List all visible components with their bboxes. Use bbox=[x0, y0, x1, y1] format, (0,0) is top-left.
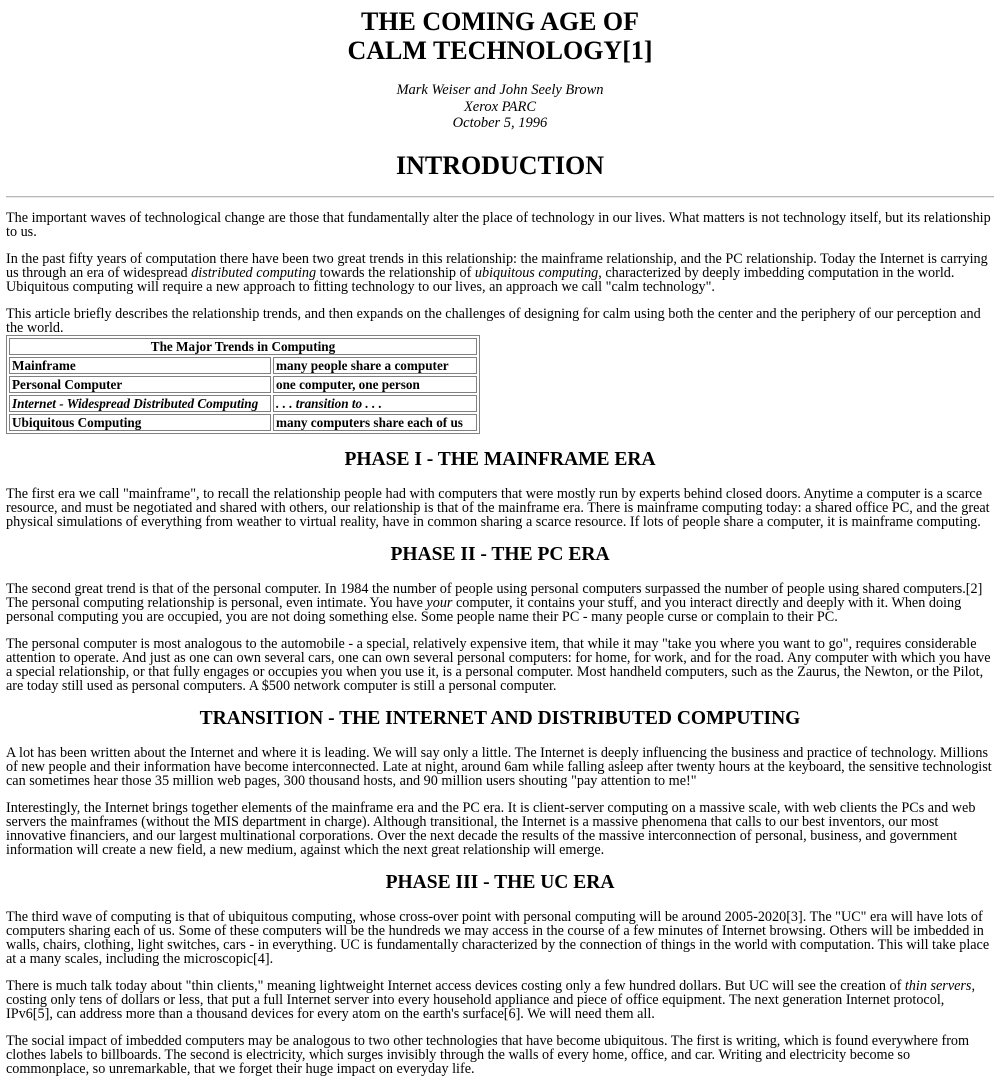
table-row bbox=[9, 357, 477, 374]
byline bbox=[6, 82, 994, 132]
intro-p2-text-a: In the past fifty years of computation there have been two great trends in this relationship: the mainframe relationship, and the PC relationship. Today the Internet is carrying us through an era of widespread bbox=[6, 250, 988, 281]
table-cell-relation: many people share a computer bbox=[273, 357, 477, 374]
phase-3-paragraph-3: The social impact of imbedded computers may be analogous to two other technologies that have become ubiquitous. The first is writing, which is found everywhere from clothes labels to billboards. The second is electricity, which surges invisibly through the walls of every home, office, and car. Writing and electricity become so commonplace, so unremarkable, that we forget their huge impact on everyday life. bbox=[6, 1032, 970, 1077]
intro-p2-text-c: towards the relationship of bbox=[316, 264, 475, 281]
table-cell-era: Personal Computer bbox=[9, 376, 271, 393]
table-caption-row bbox=[9, 338, 477, 355]
phase-2-paragraph-1 bbox=[6, 582, 994, 624]
phase-3-p2-text-a: There is much talk today about "thin clients," meaning lightweight Internet access devices costing only a few hundred dollars. But UC will see the creation of bbox=[6, 977, 905, 994]
phase-2-paragraph-2: The personal computer is most analogous to the automobile - a special, relatively expensive item, that while it may "take you where you want to go", requires considerable attention to operate. And just as one can own several cars, one can own several personal computers: for home, for work, and for the road. Any computer with which you have a special relationship, or that fully engages or occupies you when you use it, is a personal computer. Most handheld computers, such as the Zaurus, the Newton, or the Pilot, are today still used as personal computers. A $500 network computer is still a personal computer. bbox=[6, 635, 991, 694]
title-line-2: CALM TECHNOLOGY[1] bbox=[347, 36, 653, 65]
phase-1-heading: PHASE I - THE MAINFRAME ERA bbox=[344, 448, 656, 470]
table-caption: The Major Trends in Computing bbox=[9, 338, 477, 355]
transition-paragraph-2: Interestingly, the Internet brings together elements of the mainframe era and the PC era. It is client-server computing on a massive scale, with web clients the PCs and web servers the mainframes (without the MIS department in charge). Although transitional, the Internet is a massive phenomena that calls to our best inventors, our most innovative financiers, and our largest multinational corporations. Over the next decade the results of the massive interconnection of personal, business, and government information will create a new field, a new medium, against which the next great relationship will emerge. bbox=[6, 799, 976, 858]
distributed-computing-term: distributed computing bbox=[191, 264, 317, 281]
phase-3-heading: PHASE III - THE UC ERA bbox=[385, 871, 615, 893]
table-cell-era: Internet - Widespread Distributed Computing bbox=[9, 395, 271, 412]
authors: Mark Weiser and John Seely Brown bbox=[396, 82, 604, 98]
transition-paragraph-1: A lot has been written about the Internet and where it is leading. We will say only a little. The Internet is deeply influencing the business and practice of technology. Millions of new people and their information have become interconnected. Late at night, around 6am while falling asleep after twenty hours at the keyboard, the sensitive technologist can sometimes hear those 35 million web pages, 300 thousand hosts, and 90 million users shouting "pay attention to me!" bbox=[6, 744, 992, 789]
table-cell-relation: many computers share each of us bbox=[273, 414, 477, 431]
horizontal-rule bbox=[6, 196, 994, 198]
intro-paragraph-1: The important waves of technological change are those that fundamentally alter the place of technology in our lives. What matters is not technology itself, but its relationship to us. bbox=[6, 209, 991, 240]
table-row bbox=[9, 414, 477, 431]
article bbox=[0, 7, 1000, 1076]
phase-3-p2-text-c: , costing only tens of dollars or less, that put a full Internet server into every household appliance and piece of office equipment. The next generation Internet protocol, IPv6[5], can address more than a thousand devices for every atom on the earth's surface[6]. We will need them all. bbox=[6, 977, 976, 1022]
ubiquitous-computing-term: ubiquitous computing bbox=[474, 264, 599, 281]
phase-1-paragraph-1: The first era we call "mainframe", to recall the relationship people had with computers that were mostly run by experts behind closed doors. Anytime a computer is a scarce resource, and must be negotiated and shared with others, our relationship is that of the mainframe era. There is mainframe computing today: a shared office PC, and the great physical simulations of everything from weather to virtual reality, have in common sharing a scarce resource. If lots of people share a computer, it is mainframe computing. bbox=[6, 485, 990, 530]
affiliation: Xerox PARC bbox=[463, 98, 537, 115]
table-cell-era: Mainframe bbox=[9, 357, 271, 374]
article-title bbox=[6, 7, 994, 65]
title-line-1: THE COMING AGE OF bbox=[360, 7, 640, 36]
phase-3-paragraph-1: The third wave of computing is that of ubiquitous computing, whose cross-over point with personal computing will be around 2005-2020[3]. The "UC" era will have lots of computers sharing each of us. Some of these computers will be the hundreds we may access in the course of a few minutes of Internet browsing. Others will be imbedded in walls, chairs, clothing, light switches, cars - in everything. UC is fundamentally characterized by the connection of things in the world with computation. This will take place at a many scales, including the microscopic[4]. bbox=[6, 908, 990, 967]
phase-2-p1-text-a: The second great trend is that of the personal computer. In 1984 the number of people using personal computers surpassed the number of people using shared computers.[2] The personal computing relationship is personal, even intimate. You have bbox=[6, 580, 983, 611]
table-row bbox=[9, 376, 477, 393]
major-trends-table bbox=[6, 335, 480, 434]
intro-paragraph-3: This article briefly describes the relationship trends, and then expands on the challenges of designing for calm using both the center and the periphery of our perception and the world. bbox=[6, 305, 981, 336]
table-row bbox=[9, 395, 477, 412]
introduction-heading: INTRODUCTION bbox=[395, 150, 605, 180]
table-cell-relation: . . . transition to . . . bbox=[273, 395, 477, 412]
intro-p2-text-e: , characterized by deeply imbedding computation in the world. Ubiquitous computing will require a new approach to fitting technology to our lives, an approach we call "calm technology". bbox=[6, 264, 955, 295]
thin-servers-term: thin servers bbox=[904, 977, 972, 994]
table-cell-era: Ubiquitous Computing bbox=[9, 414, 271, 431]
intro-paragraph-2 bbox=[6, 252, 994, 294]
table-cell-relation: one computer, one person bbox=[273, 376, 477, 393]
publication-date: October 5, 1996 bbox=[452, 115, 548, 131]
phase-2-heading: PHASE II - THE PC ERA bbox=[390, 543, 610, 565]
your-emphasis: your bbox=[426, 594, 453, 611]
phase-2-p1-text-c: computer, it contains your stuff, and you interact directly and deeply with it. When doing personal computing you are occupied, you are not doing something else. Some people name their PC - many people curse or complain to their PC. bbox=[6, 594, 962, 625]
transition-heading: TRANSITION - THE INTERNET AND DISTRIBUTED COMPUTING bbox=[199, 707, 801, 729]
